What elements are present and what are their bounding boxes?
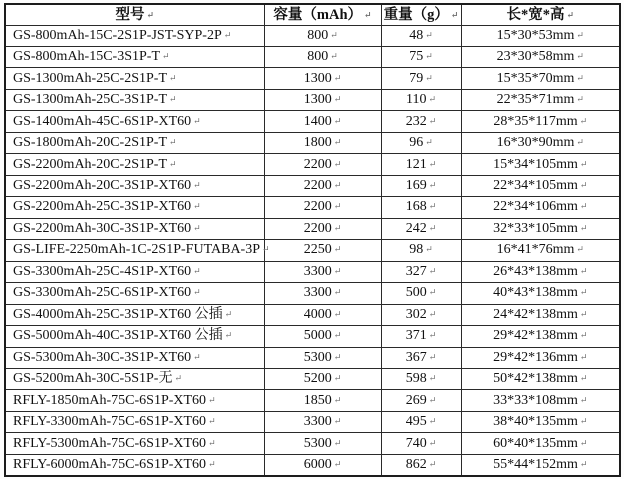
- cell-model: [5, 111, 264, 132]
- cell-dims: [461, 25, 620, 46]
- capacity-text: 6000: [303, 456, 332, 472]
- cell-model: [5, 154, 264, 175]
- cell-dims: [461, 197, 620, 218]
- model-text: RFLY-6000mAh-75C-6S1P-XT60: [13, 456, 207, 472]
- cell-model: [5, 132, 264, 153]
- capacity-text: 3300: [303, 285, 332, 301]
- header-row: [5, 4, 620, 25]
- cell-model: [5, 369, 264, 390]
- cell-weight: [381, 175, 461, 196]
- cell-capacity: [264, 132, 381, 153]
- cell-capacity: [264, 240, 381, 261]
- paragraph-mark-icon: ↵: [333, 72, 342, 83]
- model-text: GS-2200mAh-25C-3S1P-XT60: [13, 199, 192, 215]
- paragraph-mark-icon: ↵: [576, 137, 584, 148]
- paragraph-mark-icon: ↵: [425, 29, 433, 40]
- paragraph-mark-icon: ↵: [169, 72, 177, 83]
- cell-model: [5, 197, 264, 218]
- capacity-text: 4000: [303, 306, 332, 322]
- capacity-text: 800: [307, 49, 329, 65]
- header-dims-label: 长*宽*高: [506, 6, 565, 23]
- paragraph-mark-icon: ↵: [579, 416, 588, 427]
- dims-text: 29*42*136mm: [493, 349, 578, 365]
- cell-model: [5, 175, 264, 196]
- weight-text: 862: [405, 456, 427, 472]
- paragraph-mark-icon: ↵: [425, 51, 433, 62]
- header-model: [5, 4, 264, 25]
- model-text: RFLY-3300mAh-75C-6S1P-XT60: [13, 414, 207, 430]
- capacity-text: 5200: [303, 371, 332, 387]
- weight-text: 96: [409, 135, 424, 151]
- cell-capacity: [264, 369, 381, 390]
- cell-capacity: [264, 68, 381, 89]
- cell-model: [5, 218, 264, 239]
- paragraph-mark-icon: ↵: [193, 265, 201, 276]
- capacity-text: 2200: [303, 199, 332, 215]
- model-text: RFLY-5300mAh-75C-6S1P-XT60: [13, 435, 207, 451]
- capacity-text: 3300: [303, 414, 332, 430]
- paragraph-mark-icon: ↵: [169, 94, 177, 105]
- dims-text: 15*34*105mm: [493, 156, 578, 172]
- cell-model: [5, 240, 270, 261]
- paragraph-mark-icon: ↵: [333, 115, 342, 126]
- cell-weight: [381, 326, 461, 347]
- cell-model: [5, 68, 264, 89]
- model-text: GS-1300mAh-25C-2S1P-T: [13, 70, 168, 86]
- paragraph-mark-icon: ↵: [330, 51, 338, 62]
- cell-weight: [381, 304, 461, 325]
- cell-dims: [461, 304, 620, 325]
- paragraph-mark-icon: ↵: [425, 244, 433, 255]
- weight-text: 500: [405, 285, 427, 301]
- paragraph-mark-icon: ↵: [333, 394, 342, 405]
- paragraph-mark-icon: ↵: [333, 351, 342, 362]
- paragraph-mark-icon: ↵: [425, 137, 433, 148]
- cell-dims: [461, 46, 620, 67]
- cell-capacity: [264, 326, 381, 347]
- weight-text: 371: [405, 328, 427, 344]
- paragraph-mark-icon: ↵: [364, 9, 372, 20]
- table-row: [5, 369, 620, 390]
- cell-weight: [381, 218, 461, 239]
- paragraph-mark-icon: ↵: [333, 458, 342, 469]
- cell-model: [5, 304, 264, 325]
- dims-text: 32*33*105mm: [493, 220, 578, 236]
- dims-text: 23*30*58mm: [496, 49, 575, 65]
- paragraph-mark-icon: ↵: [579, 308, 588, 319]
- cell-dims: [461, 132, 620, 153]
- paragraph-mark-icon: ↵: [576, 72, 584, 83]
- paragraph-mark-icon: ↵: [193, 180, 201, 191]
- paragraph-mark-icon: ↵: [333, 416, 342, 427]
- weight-text: 121: [405, 156, 427, 172]
- table-row: [5, 411, 620, 432]
- paragraph-mark-icon: ↵: [169, 137, 177, 148]
- table-row: [5, 347, 620, 368]
- dims-text: 38*40*135mm: [493, 414, 578, 430]
- cell-weight: [381, 411, 461, 432]
- paragraph-mark-icon: ↵: [579, 458, 588, 469]
- dims-text: 50*42*138mm: [493, 371, 578, 387]
- capacity-text: 2200: [303, 178, 332, 194]
- cell-dims: [461, 390, 620, 411]
- capacity-text: 5300: [303, 435, 332, 451]
- weight-text: 168: [405, 199, 427, 215]
- paragraph-mark-icon: ↵: [333, 287, 342, 298]
- model-text: GS-5000mAh-40C-3S1P-XT60 公插: [13, 328, 223, 344]
- paragraph-mark-icon: ↵: [579, 394, 588, 405]
- paragraph-mark-icon: ↵: [224, 308, 233, 319]
- cell-capacity: [264, 304, 381, 325]
- paragraph-mark-icon: ↵: [579, 373, 588, 384]
- model-text: GS-800mAh-15C-3S1P-T: [13, 49, 161, 65]
- cell-weight: [381, 261, 461, 282]
- cell-weight: [381, 197, 461, 218]
- table-row: [5, 304, 620, 325]
- paragraph-mark-icon: ↵: [579, 437, 588, 448]
- cell-weight: [381, 25, 461, 46]
- paragraph-mark-icon: ↵: [333, 94, 342, 105]
- cell-dims: [461, 89, 620, 110]
- table-row: [5, 132, 620, 153]
- paragraph-mark-icon: ↵: [193, 287, 201, 298]
- cell-capacity: [264, 261, 381, 282]
- table-row: [5, 261, 620, 282]
- paragraph-mark-icon: ↵: [330, 29, 338, 40]
- cell-dims: [461, 454, 620, 476]
- paragraph-mark-icon: ↵: [193, 201, 201, 212]
- table-row: [5, 68, 620, 89]
- paragraph-mark-icon: ↵: [428, 437, 437, 448]
- paragraph-mark-icon: ↵: [428, 94, 437, 105]
- cell-capacity: [264, 111, 381, 132]
- dims-text: 40*43*138mm: [493, 285, 578, 301]
- model-text: GS-4000mAh-25C-3S1P-XT60 公插: [13, 306, 223, 322]
- cell-model: [5, 261, 264, 282]
- capacity-text: 1850: [303, 392, 332, 408]
- dims-text: 24*42*138mm: [493, 306, 578, 322]
- cell-capacity: [264, 390, 381, 411]
- paragraph-mark-icon: ↵: [428, 351, 437, 362]
- paragraph-mark-icon: ↵: [208, 458, 216, 469]
- paragraph-mark-icon: ↵: [333, 437, 342, 448]
- dims-text: 26*43*138mm: [493, 263, 578, 279]
- paragraph-mark-icon: ↵: [579, 351, 588, 362]
- cell-dims: [461, 326, 620, 347]
- cell-weight: [381, 240, 461, 261]
- dims-text: 28*35*117mm: [493, 113, 578, 129]
- cell-dims: [461, 111, 620, 132]
- paragraph-mark-icon: ↵: [333, 222, 342, 233]
- table-row: [5, 283, 620, 304]
- cell-capacity: [264, 197, 381, 218]
- table-row: [5, 240, 620, 261]
- model-text: GS-2200mAh-20C-2S1P-T: [13, 156, 168, 172]
- paragraph-mark-icon: ↵: [579, 287, 588, 298]
- battery-spec-table: [4, 3, 621, 477]
- header-capacity: [264, 4, 381, 25]
- cell-capacity: [264, 283, 381, 304]
- paragraph-mark-icon: ↵: [579, 265, 588, 276]
- model-text: GS-5200mAh-30C-5S1P-无: [13, 371, 173, 387]
- paragraph-mark-icon: ↵: [428, 180, 437, 191]
- capacity-text: 800: [307, 27, 329, 43]
- paragraph-mark-icon: ↵: [576, 51, 584, 62]
- header-model-label: 型号: [115, 6, 145, 23]
- weight-text: 232: [405, 113, 427, 129]
- paragraph-mark-icon: ↵: [428, 287, 437, 298]
- paragraph-mark-icon: ↵: [146, 9, 155, 20]
- model-text: GS-800mAh-15C-2S1P-JST-SYP-2P: [13, 27, 222, 43]
- cell-capacity: [264, 89, 381, 110]
- weight-text: 302: [405, 306, 427, 322]
- table-row: [5, 218, 620, 239]
- model-text: GS-1400mAh-45C-6S1P-XT60: [13, 113, 192, 129]
- dims-text: 60*40*135mm: [493, 435, 578, 451]
- cell-model: [5, 347, 264, 368]
- paragraph-mark-icon: ↵: [425, 72, 433, 83]
- model-text: GS-5300mAh-30C-3S1P-XT60: [13, 349, 192, 365]
- table-row: [5, 111, 620, 132]
- cell-capacity: [264, 218, 381, 239]
- dims-text: 16*30*90mm: [496, 135, 575, 151]
- cell-weight: [381, 46, 461, 67]
- paragraph-mark-icon: ↵: [450, 9, 459, 20]
- model-text: GS-1800mAh-20C-2S1P-T: [13, 135, 168, 151]
- cell-weight: [381, 111, 461, 132]
- paragraph-mark-icon: ↵: [428, 265, 437, 276]
- model-text: GS-LIFE-2250mAh-1C-2S1P-FUTABA-3P: [13, 242, 261, 258]
- paragraph-mark-icon: ↵: [579, 115, 588, 126]
- paragraph-mark-icon: ↵: [579, 201, 588, 212]
- cell-dims: [461, 218, 620, 239]
- capacity-text: 3300: [303, 263, 332, 279]
- cell-capacity: [264, 46, 381, 67]
- paragraph-mark-icon: ↵: [333, 158, 342, 169]
- table-row: [5, 89, 620, 110]
- cell-model: [5, 411, 264, 432]
- paragraph-mark-icon: ↵: [262, 244, 270, 255]
- paragraph-mark-icon: ↵: [428, 373, 437, 384]
- cell-weight: [381, 68, 461, 89]
- paragraph-mark-icon: ↵: [566, 9, 575, 20]
- weight-text: 79: [409, 70, 424, 86]
- paragraph-mark-icon: ↵: [576, 244, 584, 255]
- paragraph-mark-icon: ↵: [428, 158, 437, 169]
- paragraph-mark-icon: ↵: [576, 94, 584, 105]
- table-row: [5, 25, 620, 46]
- paragraph-mark-icon: ↵: [428, 201, 437, 212]
- paragraph-mark-icon: ↵: [193, 351, 201, 362]
- paragraph-mark-icon: ↵: [579, 180, 588, 191]
- cell-model: [5, 46, 264, 67]
- paragraph-mark-icon: ↵: [576, 29, 584, 40]
- dims-text: 22*34*106mm: [493, 199, 578, 215]
- cell-model: [5, 433, 264, 454]
- capacity-text: 2200: [303, 220, 332, 236]
- cell-capacity: [264, 411, 381, 432]
- weight-text: 740: [405, 435, 427, 451]
- capacity-text: 1300: [303, 70, 332, 86]
- dims-text: 15*35*70mm: [496, 70, 575, 86]
- weight-text: 110: [405, 92, 427, 108]
- cell-dims: [461, 369, 620, 390]
- dims-text: 22*34*105mm: [493, 178, 578, 194]
- paragraph-mark-icon: ↵: [208, 394, 216, 405]
- cell-weight: [381, 283, 461, 304]
- paragraph-mark-icon: ↵: [428, 222, 437, 233]
- paragraph-mark-icon: ↵: [428, 458, 437, 469]
- model-text: RFLY-1850mAh-75C-6S1P-XT60: [13, 392, 207, 408]
- table-row: [5, 433, 620, 454]
- weight-text: 327: [405, 263, 427, 279]
- cell-dims: [461, 240, 620, 261]
- model-text: GS-2200mAh-30C-3S1P-XT60: [13, 220, 192, 236]
- cell-model: [5, 326, 264, 347]
- cell-capacity: [264, 347, 381, 368]
- paragraph-mark-icon: ↵: [193, 115, 201, 126]
- cell-dims: [461, 261, 620, 282]
- paragraph-mark-icon: ↵: [428, 308, 437, 319]
- weight-text: 169: [405, 178, 427, 194]
- paragraph-mark-icon: ↵: [333, 201, 342, 212]
- dims-text: 33*33*108mm: [493, 392, 578, 408]
- paragraph-mark-icon: ↵: [162, 51, 170, 62]
- cell-dims: [461, 68, 620, 89]
- paragraph-mark-icon: ↵: [428, 416, 437, 427]
- cell-capacity: [264, 175, 381, 196]
- weight-text: 75: [409, 49, 424, 65]
- cell-weight: [381, 154, 461, 175]
- cell-weight: [381, 454, 461, 476]
- weight-text: 495: [405, 414, 427, 430]
- table-body: [5, 25, 620, 476]
- cell-model: [5, 283, 264, 304]
- paragraph-mark-icon: ↵: [193, 222, 201, 233]
- dims-text: 22*35*71mm: [496, 92, 575, 108]
- table-row: [5, 175, 620, 196]
- cell-model: [5, 454, 264, 476]
- cell-weight: [381, 347, 461, 368]
- paragraph-mark-icon: ↵: [333, 308, 342, 319]
- weight-text: 367: [405, 349, 427, 365]
- paragraph-mark-icon: ↵: [579, 330, 588, 341]
- capacity-text: 2200: [303, 156, 332, 172]
- capacity-text: 1400: [303, 113, 332, 129]
- paragraph-mark-icon: ↵: [208, 437, 216, 448]
- table-row: [5, 326, 620, 347]
- paragraph-mark-icon: ↵: [333, 373, 342, 384]
- table-row: [5, 390, 620, 411]
- model-text: GS-2200mAh-20C-3S1P-XT60: [13, 178, 192, 194]
- cell-dims: [461, 411, 620, 432]
- cell-capacity: [264, 454, 381, 476]
- cell-dims: [461, 283, 620, 304]
- cell-dims: [461, 347, 620, 368]
- cell-dims: [461, 154, 620, 175]
- cell-weight: [381, 89, 461, 110]
- paragraph-mark-icon: ↵: [174, 373, 183, 384]
- cell-model: [5, 89, 264, 110]
- capacity-text: 1300: [303, 92, 332, 108]
- cell-model: [5, 390, 264, 411]
- paragraph-mark-icon: ↵: [579, 222, 588, 233]
- weight-text: 598: [405, 371, 427, 387]
- weight-text: 242: [405, 220, 427, 236]
- capacity-text: 5000: [303, 328, 332, 344]
- cell-model: [5, 25, 264, 46]
- paragraph-mark-icon: ↵: [333, 330, 342, 341]
- paragraph-mark-icon: ↵: [428, 394, 437, 405]
- cell-weight: [381, 132, 461, 153]
- paragraph-mark-icon: ↵: [333, 244, 342, 255]
- header-dims: [461, 4, 620, 25]
- capacity-text: 5300: [303, 349, 332, 365]
- paragraph-mark-icon: ↵: [333, 137, 342, 148]
- cell-weight: [381, 369, 461, 390]
- dims-text: 29*42*138mm: [493, 328, 578, 344]
- paragraph-mark-icon: ↵: [223, 29, 232, 40]
- table-row: [5, 154, 620, 175]
- dims-text: 55*44*152mm: [493, 456, 578, 472]
- cell-weight: [381, 390, 461, 411]
- cell-dims: [461, 175, 620, 196]
- paragraph-mark-icon: ↵: [579, 158, 588, 169]
- header-weight: [381, 4, 461, 25]
- weight-text: 269: [405, 392, 427, 408]
- paragraph-mark-icon: ↵: [224, 330, 233, 341]
- capacity-text: 2250: [303, 242, 332, 258]
- cell-capacity: [264, 433, 381, 454]
- header-weight-label: 重量（g）: [383, 6, 449, 23]
- table-row: [5, 197, 620, 218]
- dims-text: 16*41*76mm: [496, 242, 575, 258]
- paragraph-mark-icon: ↵: [333, 180, 342, 191]
- table-row: [5, 46, 620, 67]
- paragraph-mark-icon: ↵: [333, 265, 342, 276]
- cell-capacity: [264, 25, 381, 46]
- model-text: GS-3300mAh-25C-6S1P-XT60: [13, 285, 192, 301]
- weight-text: 48: [409, 27, 424, 43]
- cell-capacity: [264, 154, 381, 175]
- capacity-text: 1800: [303, 135, 332, 151]
- weight-text: 98: [409, 242, 424, 258]
- paragraph-mark-icon: ↵: [169, 158, 177, 169]
- model-text: GS-3300mAh-25C-4S1P-XT60: [13, 263, 192, 279]
- header-capacity-label: 容量（mAh）: [273, 6, 363, 23]
- dims-text: 15*30*53mm: [496, 27, 575, 43]
- cell-weight: [381, 433, 461, 454]
- paragraph-mark-icon: ↵: [428, 330, 437, 341]
- paragraph-mark-icon: ↵: [208, 416, 216, 427]
- paragraph-mark-icon: ↵: [428, 115, 437, 126]
- table-row: [5, 454, 620, 476]
- model-text: GS-1300mAh-25C-3S1P-T: [13, 92, 168, 108]
- cell-dims: [461, 433, 620, 454]
